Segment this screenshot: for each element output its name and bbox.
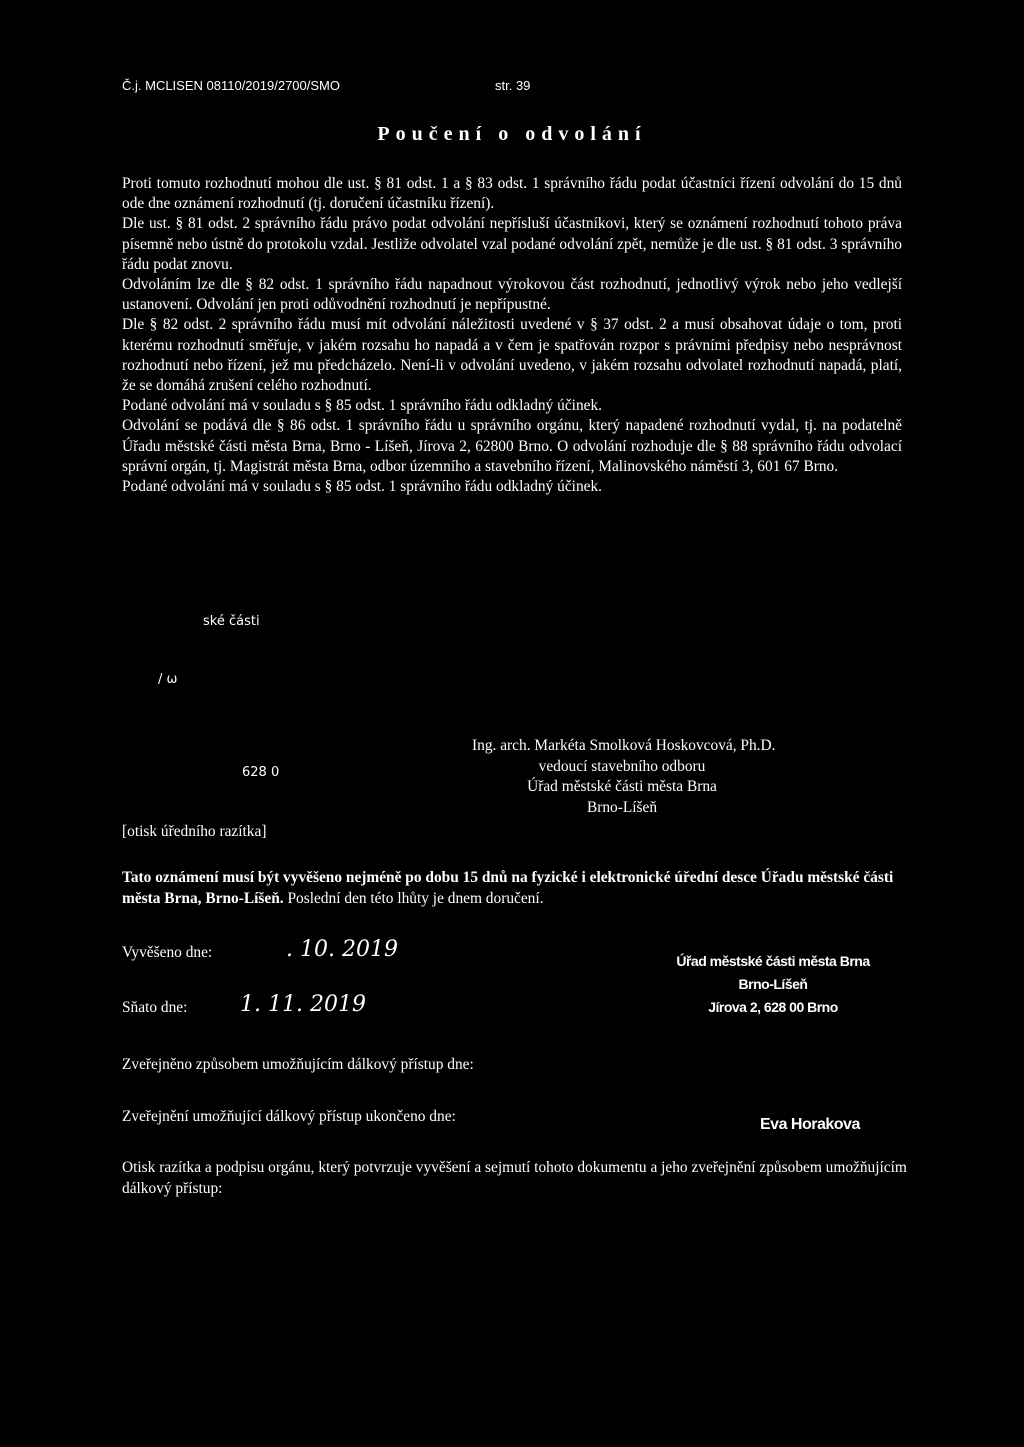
paragraph: Odvolání se podává dle § 86 odst. 1 správního řádu u správního orgánu, který napadené rozhodnutí vydal, tj. na podatelně Úřadu městské části města Brna, Brno - Líšeň, Jírova 2, 62800 Brno. O odvolání rozhoduje dle § 88 správního řádu odvolací správní orgán, tj. Magistrát města Brna, odbor územního a stavebního řízení, Malinovského náměstí 3, 601 67 Brno. [122,417,902,475]
paragraph: Dle ust. § 81 odst. 2 správního řádu právo podat odvolání nepřísluší účastníkovi, který se oznámení rozhodnutí tohoto práva písemně nebo ústně do protokolu vzdal. Jestliže odvolatel vzal podané odvolání zpět, nemůže je dle ust. § 81 odst. 3 správního řádu podat znovu. [122,215,902,273]
paragraph: Dle § 82 odst. 2 správního řádu musí mít odvolání náležitosti uvedené v § 37 odst. 2 a musí obsahovat údaje o tom, proti kterému rozhodnutí směřuje, v jakém rozsahu ho napadá a v čem je spatřován rozpor s právními předpisy nebo nesprávnost rozhodnutí nebo řízení, jež mu předcházelo. Není-li v odvolání uvedeno, v jakém rozsahu odvolatel rozhodnutí napadá, platí, že se domáhá zrušení celého rozhodnutí. [122,316,902,395]
signatory-name: Ing. arch. Markéta Smolková Hoskovcová, Ph.D. [472,737,776,754]
office-stamp-line3: Jírova 2, 628 00 Brno [708,999,838,1015]
posting-notice [122,868,912,909]
paragraph: Odvoláním lze dle § 82 odst. 1 správního řádu napadnout výrokovou část rozhodnutí, jednotlivý výrok nebo jeho vedlejší ustanovení. Odvolání jen proti odůvodnění rozhodnutí je nepřípustné. [122,276,902,314]
stamp-fragment-top: ské části [203,614,260,629]
paragraph: Proti tomuto rozhodnutí mohou dle ust. § 81 odst. 1 a § 83 odst. 1 správního řádu podat účastníci řízení odvolání do 15 dnů ode dne oznámení rozhodnutí (tj. doručení účastníku řízení). [122,175,902,213]
office-stamp-line1: Úřad městské části města Brna [676,953,870,969]
posted-label: Vyvěšeno dne: [122,944,213,961]
stamp-fragment-mid: / ω [158,672,178,687]
signatory-city: Brno-Líšeň [586,798,658,816]
office-stamp [658,950,888,1019]
published-end-label: Zveřejnění umožňující dálkový přístup ukončeno dne: [122,1108,456,1125]
posting-notice-rest: Poslední den této lhůty je dnem doručení. [283,889,544,907]
stamp-fragment-bottom: 628 0 [242,765,280,780]
paragraph: Podané odvolání má v souladu s § 85 odst. 1 správního řádu odkladný účinek. [122,397,603,415]
clerk-name-stamp: Eva Horakova [760,1116,860,1133]
appeal-instructions [122,174,902,497]
signatory-role: vedoucí stavebního odboru [538,757,706,775]
removed-label: Sňato dne: [122,999,188,1016]
page-number: str. 39 [495,78,531,93]
official-stamp-label: [otisk úředního razítka] [122,823,267,840]
posting-notice-bold: Tato oznámení musí být vyvěšeno nejméně po dobu 15 dnů na fyzické i elektronické úřední desce Úřadu městské části města Brna, Brno-Líšeň. [122,869,894,907]
office-stamp-line2: Brno-Líšeň [738,976,808,992]
removed-date-handwritten: 1. 11. 2019 [240,992,366,1017]
signature-block [472,736,776,818]
reference-number: Č.j. MCLISEN 08110/2019/2700/SMO [122,78,340,93]
published-label: Zveřejněno způsobem umožňujícím dálkový přístup dne: [122,1056,474,1073]
document-header [122,78,531,93]
posted-date-handwritten: . 10. 2019 [286,937,398,962]
section-title: Poučení o odvolání [377,123,647,145]
paragraph: Podané odvolání má v souladu s § 85 odst. 1 správního řádu odkladný účinek. [122,478,603,496]
footer-note: Otisk razítka a podpisu orgánu, který potvrzuje vyvěšení a sejmutí tohoto dokumentu a jeho zveřejnění způsobem umožňujícím dálkový přístup: [122,1159,907,1197]
signatory-office: Úřad městské části města Brna [527,778,717,795]
